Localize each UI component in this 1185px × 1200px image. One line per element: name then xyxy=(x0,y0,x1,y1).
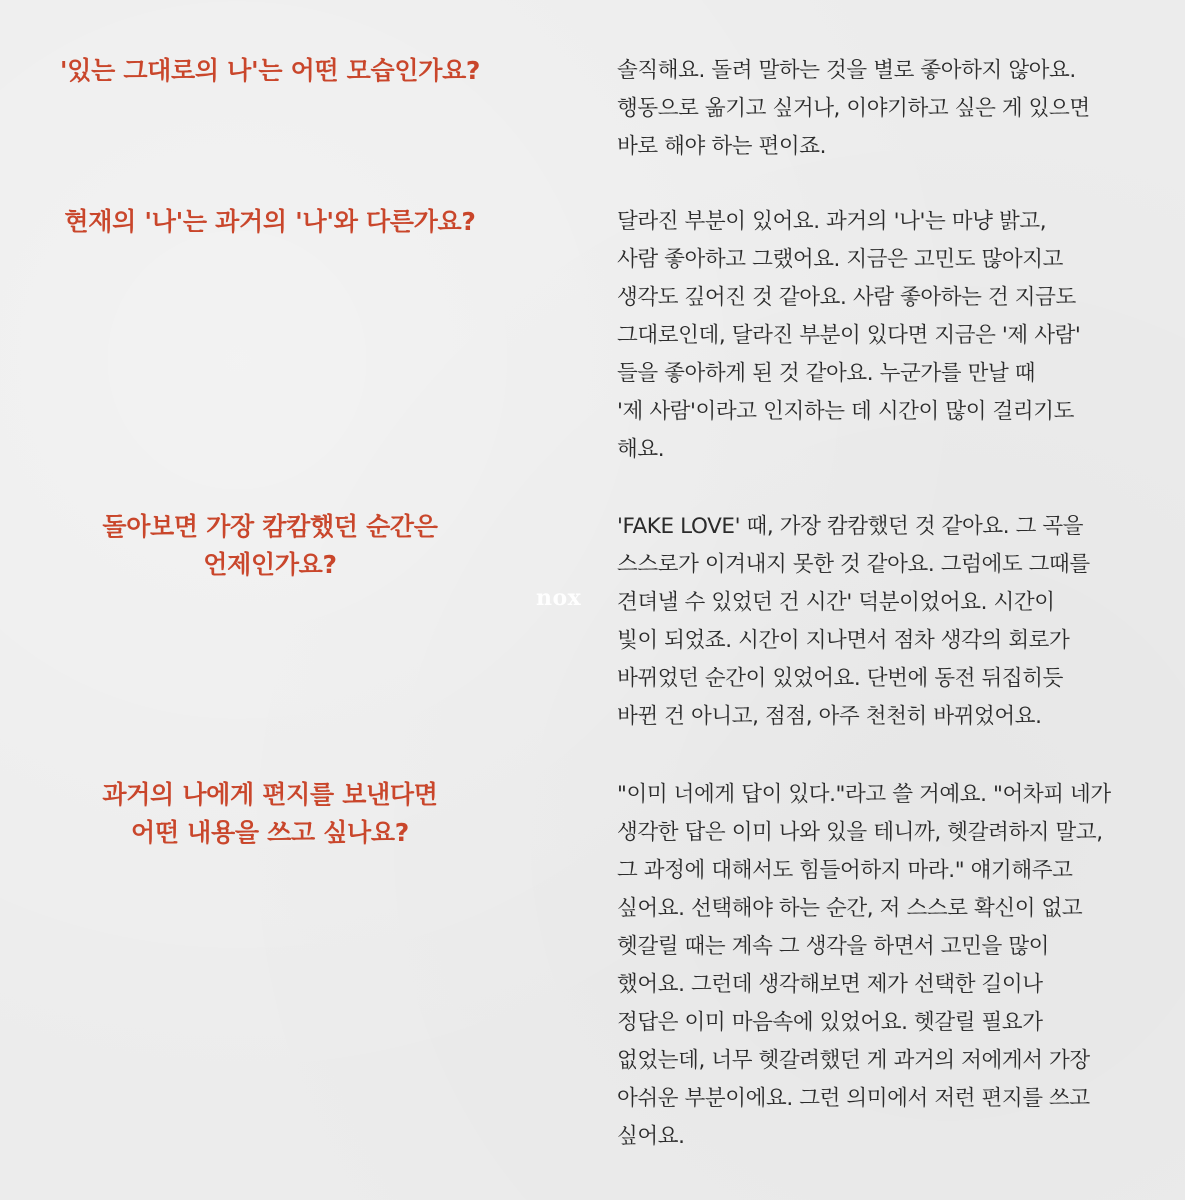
answer-line: 생각도 깊어진 것 같아요. 사람 좋아하는 건 지금도 xyxy=(617,285,1076,310)
question-1 xyxy=(40,52,500,90)
question-line: 현재의 '나'는 과거의 '나'와 다른가요? xyxy=(64,207,476,236)
answer-line: 바뀐 건 아니고, 점점, 아주 천천히 바뀌었어요. xyxy=(617,704,1042,729)
watermark: nox xyxy=(536,585,582,611)
question-line: 과거의 나에게 편지를 보낸다면 xyxy=(102,780,438,809)
question-line: '있는 그대로의 나'는 어떤 모습인가요? xyxy=(59,56,481,85)
answer-line: 헷갈릴 때는 계속 그 생각을 하면서 고민을 많이 xyxy=(617,934,1050,959)
answer-line: 없었는데, 너무 헷갈려했던 게 과거의 저에게서 가장 xyxy=(617,1048,1090,1073)
answer-3 xyxy=(617,508,1177,736)
answer-line: 그대로인데, 달라진 부분이 있다면 지금은 '제 사람' xyxy=(617,323,1081,348)
answer-line: 사람 좋아하고 그랬어요. 지금은 고민도 많아지고 xyxy=(617,247,1063,272)
answer-line: 싶어요. xyxy=(617,1124,685,1149)
question-line: 돌아보면 가장 캄캄했던 순간은 xyxy=(102,512,438,541)
answer-line: "이미 너에게 답이 있다."라고 쓸 거예요. "어차피 네가 xyxy=(617,782,1111,807)
answer-line: 솔직해요. 돌려 말하는 것을 별로 좋아하지 않아요. xyxy=(617,58,1076,83)
answer-line: 아쉬운 부분이에요. 그런 의미에서 저런 편지를 쓰고 xyxy=(617,1086,1090,1111)
question-3 xyxy=(40,508,500,584)
answer-line: 정답은 이미 마음속에 있었어요. 헷갈릴 필요가 xyxy=(617,1010,1043,1035)
question-line: 어떤 내용을 쓰고 싶나요? xyxy=(131,818,409,847)
answer-1 xyxy=(617,52,1177,166)
answer-line: 했어요. 그런데 생각해보면 제가 선택한 길이나 xyxy=(617,972,1043,997)
answer-line: 바뀌었던 순간이 있었어요. 단번에 동전 뒤집히듯 xyxy=(617,666,1063,691)
answer-line: 싶어요. 선택해야 하는 순간, 저 스스로 확신이 없고 xyxy=(617,896,1083,921)
question-line: 언제인가요? xyxy=(203,550,337,579)
answer-2 xyxy=(617,203,1177,469)
answer-line: '제 사람'이라고 인지하는 데 시간이 많이 걸리기도 xyxy=(617,399,1075,424)
answer-line: 들을 좋아하게 된 것 같아요. 누군가를 만날 때 xyxy=(617,361,1036,386)
answer-line: 생각한 답은 이미 나와 있을 테니까, 헷갈려하지 말고, xyxy=(617,820,1103,845)
answer-line: 바로 해야 하는 편이죠. xyxy=(617,134,827,159)
answer-line: 빛이 되었죠. 시간이 지나면서 점차 생각의 회로가 xyxy=(617,628,1070,653)
question-4 xyxy=(40,776,500,852)
answer-line: 행동으로 옮기고 싶거나, 이야기하고 싶은 게 있으면 xyxy=(617,96,1090,121)
answer-line: 'FAKE LOVE' 때, 가장 캄캄했던 것 같아요. 그 곡을 xyxy=(617,514,1084,539)
answer-line: 스스로가 이겨내지 못한 것 같아요. 그럼에도 그때를 xyxy=(617,552,1090,577)
answer-line: 해요. xyxy=(617,437,665,462)
answer-4 xyxy=(617,776,1177,1156)
answer-line: 견뎌낼 수 있었던 건 시간' 덕분이었어요. 시간이 xyxy=(617,590,1055,615)
answer-line: 그 과정에 대해서도 힘들어하지 마라." 얘기해주고 xyxy=(617,858,1073,883)
answer-line: 달라진 부분이 있어요. 과거의 '나'는 마냥 밝고, xyxy=(617,209,1047,234)
question-2 xyxy=(40,203,500,241)
